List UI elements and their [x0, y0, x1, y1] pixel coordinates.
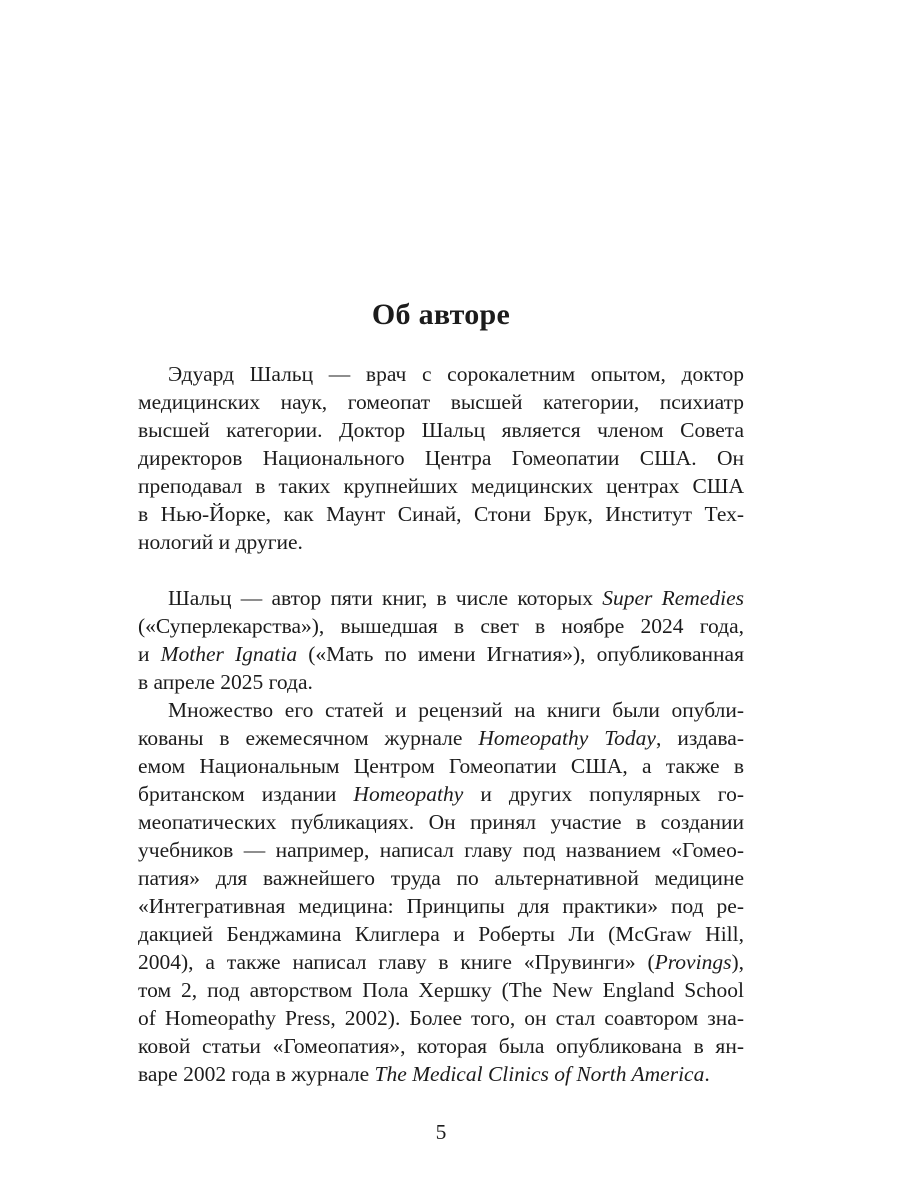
text-segment: («Мать по имени Игнатия»), опубликованная [297, 642, 744, 666]
text-segment: ковой статьи «Гомеопатия», которая была опубликована в ян- [138, 1034, 744, 1058]
text-segment: в апреле 2025 года. [138, 670, 313, 694]
text-segment: учебников — например, написал главу под названием «Гомео- [138, 838, 744, 862]
italic-work-title: Provings [654, 950, 732, 974]
text-line [138, 528, 744, 556]
text-segment: и других популярных го- [463, 782, 744, 806]
body-text [138, 360, 744, 1088]
text-segment: и [138, 642, 161, 666]
text-segment: меопатических публикациях. Он принял участие в создании [138, 810, 744, 834]
text-segment: Множество его статей и рецензий на книги были опубли- [168, 698, 744, 722]
page-number: 5 [435, 1120, 447, 1144]
text-segment: преподавал в таких крупнейших медицинских центрах США [138, 474, 744, 498]
text-segment: емом Национальным Центром Гомеопатии США, а также в [138, 754, 744, 778]
text-segment: медицинских наук, гомеопат высшей категории, психиатр [138, 390, 744, 414]
text-line [138, 416, 744, 444]
text-line [138, 640, 744, 668]
italic-work-title: The Medical Clinics of North America [374, 1062, 705, 1086]
text-segment: («Суперлекарства»), вышедшая в свет в ноябре 2024 года, [138, 614, 744, 638]
italic-work-title: Mother Ignatia [160, 642, 298, 666]
paragraph [138, 360, 744, 556]
text-line [138, 780, 744, 808]
text-line [138, 668, 744, 696]
text-segment: , издава- [655, 726, 744, 750]
text-segment: патия» для важнейшего труда по альтернативной медицине [138, 866, 744, 890]
text-segment: «Интегративная медицина: Принципы для практики» под ре- [138, 894, 744, 918]
text-segment: дакцией Бенджамина Клиглера и Роберты Ли (McGraw Hill, [138, 922, 744, 946]
text-segment: нологий и другие. [138, 530, 303, 554]
text-line [138, 1004, 744, 1032]
text-line [138, 808, 744, 836]
text-line [138, 444, 744, 472]
text-segment: Шальц — автор пяти книг, в числе которых [168, 586, 603, 610]
text-segment: высшей категории. Доктор Шальц является членом Совета [138, 418, 744, 442]
text-segment: кованы в ежемесячном журнале [138, 726, 479, 750]
text-line [138, 472, 744, 500]
text-segment: том 2, под авторством Пола Хершку (The New England School [138, 978, 744, 1002]
text-line [138, 948, 744, 976]
text-segment: 2004), а также написал главу в книге «Прувинги» ( [138, 950, 655, 974]
text-line [138, 836, 744, 864]
italic-work-title: Homeopathy Today [478, 726, 656, 750]
italic-work-title: Super Remedies [602, 586, 744, 610]
text-line [138, 360, 744, 388]
text-line [138, 1060, 744, 1088]
text-segment: в Нью-Йорке, как Маунт Синай, Стони Брук, Институт Тех- [138, 502, 744, 526]
text-line [138, 724, 744, 752]
text-segment: варе 2002 года в журнале [138, 1062, 375, 1086]
text-segment: ), [731, 950, 744, 974]
text-segment: британском издании [138, 782, 354, 806]
text-line [138, 388, 744, 416]
text-line [138, 752, 744, 780]
text-segment: . [704, 1062, 710, 1086]
text-line [138, 612, 744, 640]
text-segment: Эдуард Шальц — врач с сорокалетним опытом, доктор [168, 362, 744, 386]
paragraph [138, 696, 744, 1088]
italic-work-title: Homeopathy [353, 782, 464, 806]
text-line [138, 696, 744, 724]
page-title: Об авторе [371, 298, 511, 331]
text-line [138, 584, 744, 612]
text-segment: of Homeopathy Press, 2002). Более того, он стал соавтором зна- [138, 1006, 744, 1030]
paragraph [138, 584, 744, 696]
text-line [138, 500, 744, 528]
text-line [138, 892, 744, 920]
text-segment: директоров Национального Центра Гомеопатии США. Он [138, 446, 744, 470]
text-line [138, 976, 744, 1004]
text-line [138, 864, 744, 892]
text-line [138, 1032, 744, 1060]
text-line [138, 920, 744, 948]
